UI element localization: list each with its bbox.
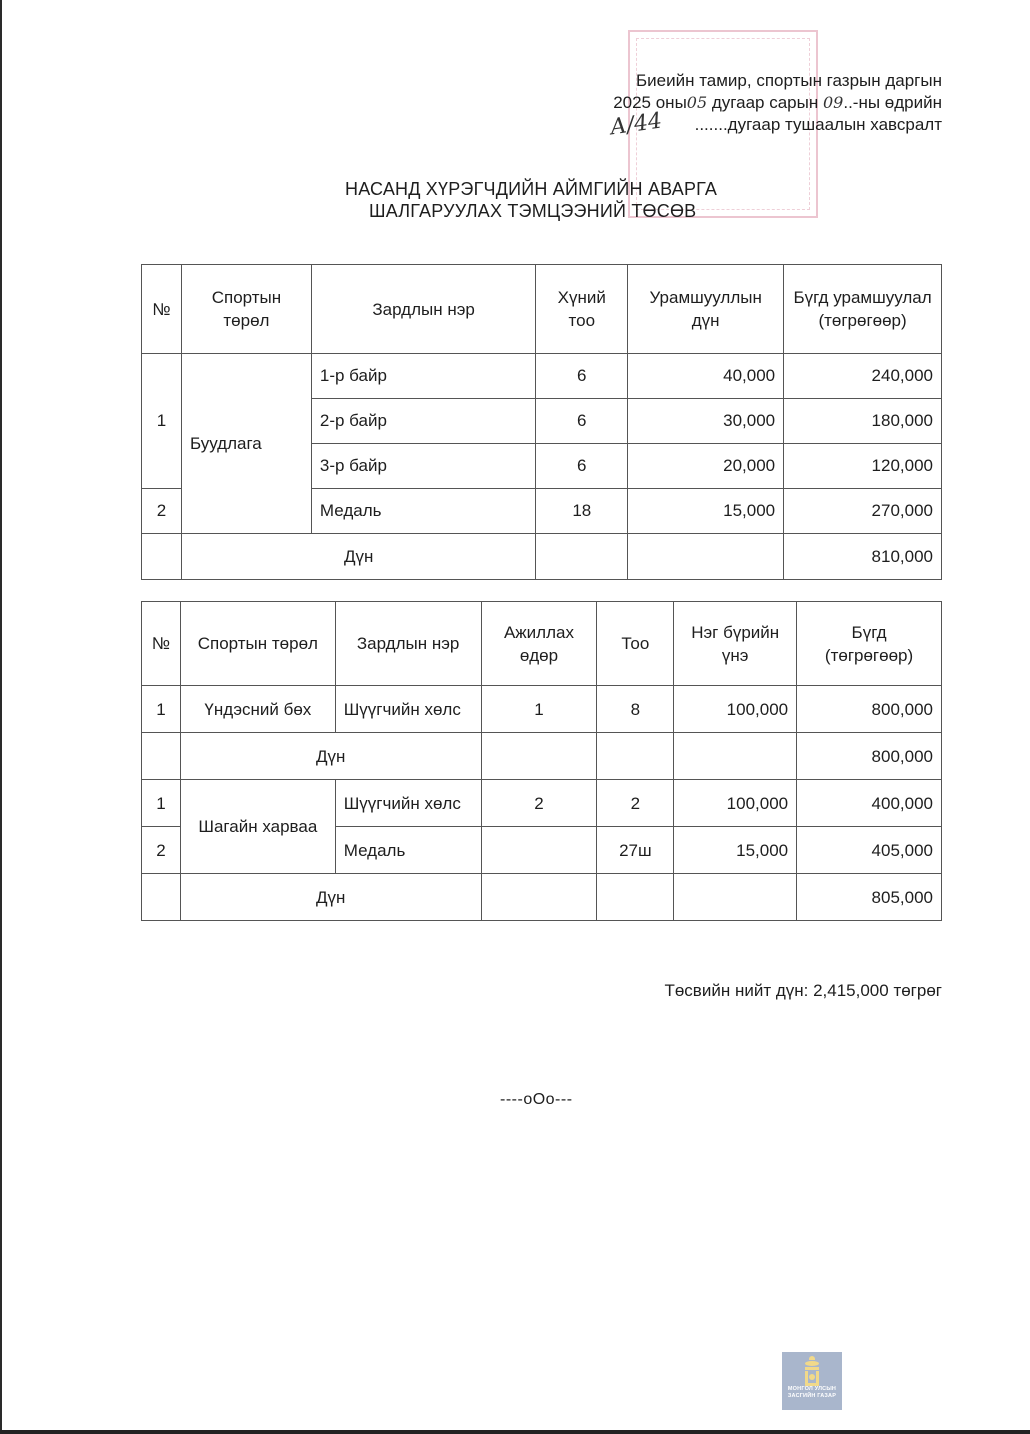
- reward-amount: 40,000: [628, 354, 784, 399]
- expense-name: Шүүгчийн хөлс: [335, 686, 481, 733]
- item-count: 8: [597, 686, 674, 733]
- row-total: 270,000: [784, 489, 942, 534]
- annex-header-line3: .......дугаар тушаалын хавсралт: [694, 115, 942, 134]
- handwritten-day: 09: [822, 93, 844, 112]
- row-number: 1: [142, 354, 182, 489]
- judges-fee-table: [141, 601, 942, 921]
- document-title-line1: НАСАНД ХҮРЭГЧДИЙН АЙМГИЙН АВАРГА: [345, 179, 718, 199]
- unit-price: 100,000: [674, 686, 797, 733]
- shooting-reward-table: [141, 264, 942, 580]
- empty-cell: [628, 534, 784, 580]
- table-header-row: [142, 265, 942, 354]
- row-total: 120,000: [784, 444, 942, 489]
- table-total-row: [142, 733, 942, 780]
- reward-amount: 15,000: [628, 489, 784, 534]
- total-value: 805,000: [797, 874, 942, 921]
- sport-name: Буудлага: [181, 354, 311, 534]
- document-title-line2: ШАЛГАРУУЛАХ ТЭМЦЭЭНИЙ ТӨСӨВ: [369, 201, 697, 221]
- col-header-unit-price: Нэг бүрийн үнэ: [674, 602, 797, 686]
- col-header-total: Бүгд (төгрөгөөр): [797, 602, 942, 686]
- expense-name: 3-р байр: [311, 444, 535, 489]
- page-left-edge: [0, 0, 2, 1434]
- people-count: 6: [536, 444, 628, 489]
- unit-price: 15,000: [674, 827, 797, 874]
- col-header-no: №: [142, 265, 182, 354]
- budget-grand-total: Төсвийн нийт дүн: 2,415,000 төгрөг: [664, 981, 942, 1000]
- soyombo-icon: [805, 1356, 819, 1386]
- total-value: 800,000: [797, 733, 942, 780]
- row-total: 405,000: [797, 827, 942, 874]
- table-row: [142, 780, 942, 827]
- col-header-people: Хүний тоо: [536, 265, 628, 354]
- expense-name: Шүүгчийн хөлс: [335, 780, 481, 827]
- empty-cell: [536, 534, 628, 580]
- total-label: Дүн: [181, 534, 535, 580]
- empty-cell: [597, 874, 674, 921]
- item-count: 27ш: [597, 827, 674, 874]
- reward-amount: 20,000: [628, 444, 784, 489]
- empty-cell: [481, 733, 597, 780]
- total-label: Дүн: [180, 874, 481, 921]
- empty-cell: [597, 733, 674, 780]
- expense-name: Медаль: [335, 827, 481, 874]
- document-title: [345, 178, 717, 222]
- working-days: 2: [481, 780, 597, 827]
- row-total: 180,000: [784, 399, 942, 444]
- col-header-sport: Спортын төрөл: [180, 602, 335, 686]
- empty-cell: [674, 733, 797, 780]
- page-bottom-edge: [0, 1430, 1030, 1434]
- empty-cell: [674, 874, 797, 921]
- row-number: 2: [142, 489, 182, 534]
- table-total-row: [142, 534, 942, 580]
- people-count: 6: [536, 354, 628, 399]
- handwritten-order-number: А/44: [608, 108, 664, 141]
- empty-cell: [142, 874, 181, 921]
- expense-name: 1-р байр: [311, 354, 535, 399]
- empty-cell: [142, 534, 182, 580]
- item-count: 2: [597, 780, 674, 827]
- people-count: 6: [536, 399, 628, 444]
- government-logo: [782, 1352, 842, 1410]
- row-number: 2: [142, 827, 181, 874]
- col-header-no: №: [142, 602, 181, 686]
- working-days: 1: [481, 686, 597, 733]
- row-total: 240,000: [784, 354, 942, 399]
- expense-name: 2-р байр: [311, 399, 535, 444]
- reward-amount: 30,000: [628, 399, 784, 444]
- annex-header-line2: 2025 оны05 дугаар сарын 09..-ны өдрийн: [613, 93, 942, 112]
- col-header-sport: Спортын төрөл: [181, 265, 311, 354]
- logo-text-line1: МОНГОЛ УЛСЫН: [787, 1386, 837, 1392]
- col-header-total: Бүгд урамшуулал (төгрөгөөр): [784, 265, 942, 354]
- expense-name: Медаль: [311, 489, 535, 534]
- table-total-row: [142, 874, 942, 921]
- table-row: [142, 354, 942, 399]
- handwritten-month: 05: [686, 93, 708, 112]
- total-label: Дүн: [180, 733, 481, 780]
- col-header-count: Тоо: [597, 602, 674, 686]
- total-value: 810,000: [784, 534, 942, 580]
- table-header-row: [142, 602, 942, 686]
- sport-name: Үндэсний бөх: [180, 686, 335, 733]
- annex-header-line1: Биеийн тамир, спортын газрын даргын: [635, 71, 942, 90]
- unit-price: 100,000: [674, 780, 797, 827]
- row-number: 1: [142, 780, 181, 827]
- col-header-days: Ажиллах өдөр: [481, 602, 597, 686]
- document-end-mark: ----oOo---: [500, 1091, 573, 1108]
- row-number: 1: [142, 686, 181, 733]
- empty-cell: [481, 874, 597, 921]
- working-days: [481, 827, 597, 874]
- col-header-expense: Зардлын нэр: [311, 265, 535, 354]
- empty-cell: [142, 733, 181, 780]
- col-header-reward: Урамшууллын дүн: [628, 265, 784, 354]
- row-total: 800,000: [797, 686, 942, 733]
- row-total: 400,000: [797, 780, 942, 827]
- sport-name: Шагайн харваа: [180, 780, 335, 874]
- people-count: 18: [536, 489, 628, 534]
- logo-text-line2: ЗАСГИЙН ГАЗАР: [787, 1393, 837, 1399]
- col-header-expense: Зардлын нэр: [335, 602, 481, 686]
- table-row: [142, 686, 942, 733]
